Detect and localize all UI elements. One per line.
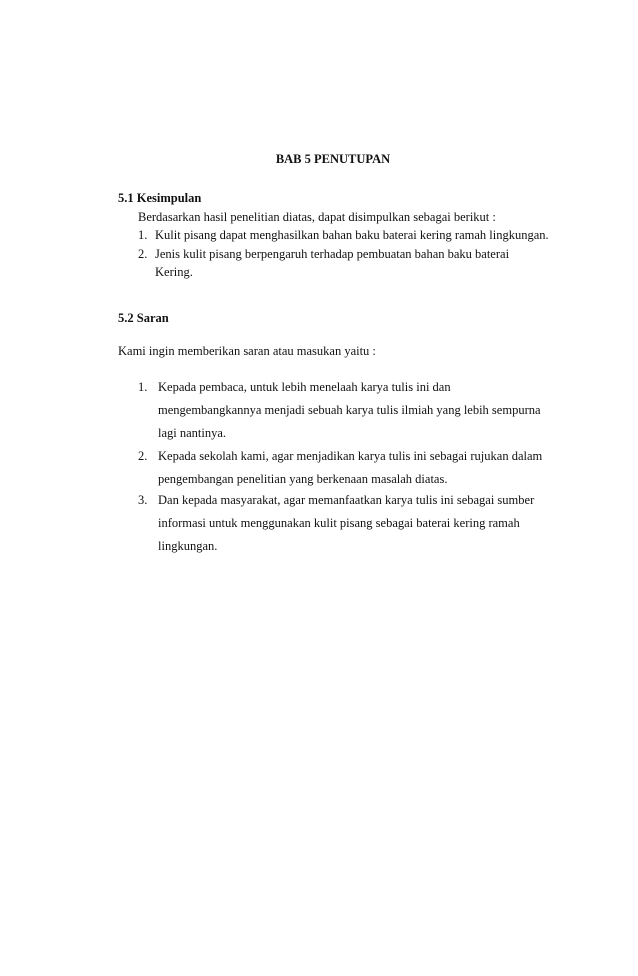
list-item-text: Jenis kulit pisang berpengaruh terhadap pembuatan bahan baku baterai [155,247,510,261]
list-item-number: 1. [138,380,148,394]
list-item-number: 1. [138,228,148,242]
section-heading-kesimpulan: 5.1 Kesimpulan [118,191,202,205]
list-item-number: 2. [138,449,148,463]
kesimpulan-intro: Berdasarkan hasil penelitian diatas, dapat disimpulkan sebagai berikut : [138,210,496,224]
list-item-text: Kepada pembaca, untuk lebih menelaah karya tulis ini dan [158,380,451,394]
list-item-text: Kering. [155,265,193,279]
list-item-text: Kepada sekolah kami, agar menjadikan karya tulis ini sebagai rujukan dalam [158,449,543,463]
list-item-text: pengembangan penelitian yang berkenaan masalah diatas. [158,472,448,486]
list-item-text: Kulit pisang dapat menghasilkan bahan baku baterai kering ramah lingkungan. [155,228,549,242]
list-item-text: mengembangkannya menjadi sebuah karya tulis ilmiah yang lebih sempurna [158,403,541,417]
list-item-text: informasi untuk menggunakan kulit pisang sebagai baterai kering ramah [158,516,520,530]
list-item-text: Dan kepada masyarakat, agar memanfaatkan karya tulis ini sebagai sumber [158,493,535,507]
saran-intro: Kami ingin memberikan saran atau masukan yaitu : [118,344,376,358]
list-item-text: lingkungan. [158,539,218,553]
list-item-text: lagi nantinya. [158,426,227,440]
chapter-title: BAB 5 PENUTUPAN [275,152,391,166]
list-item-number: 3. [138,493,148,507]
section-heading-saran: 5.2 Saran [118,311,169,325]
list-item-number: 2. [138,247,148,261]
